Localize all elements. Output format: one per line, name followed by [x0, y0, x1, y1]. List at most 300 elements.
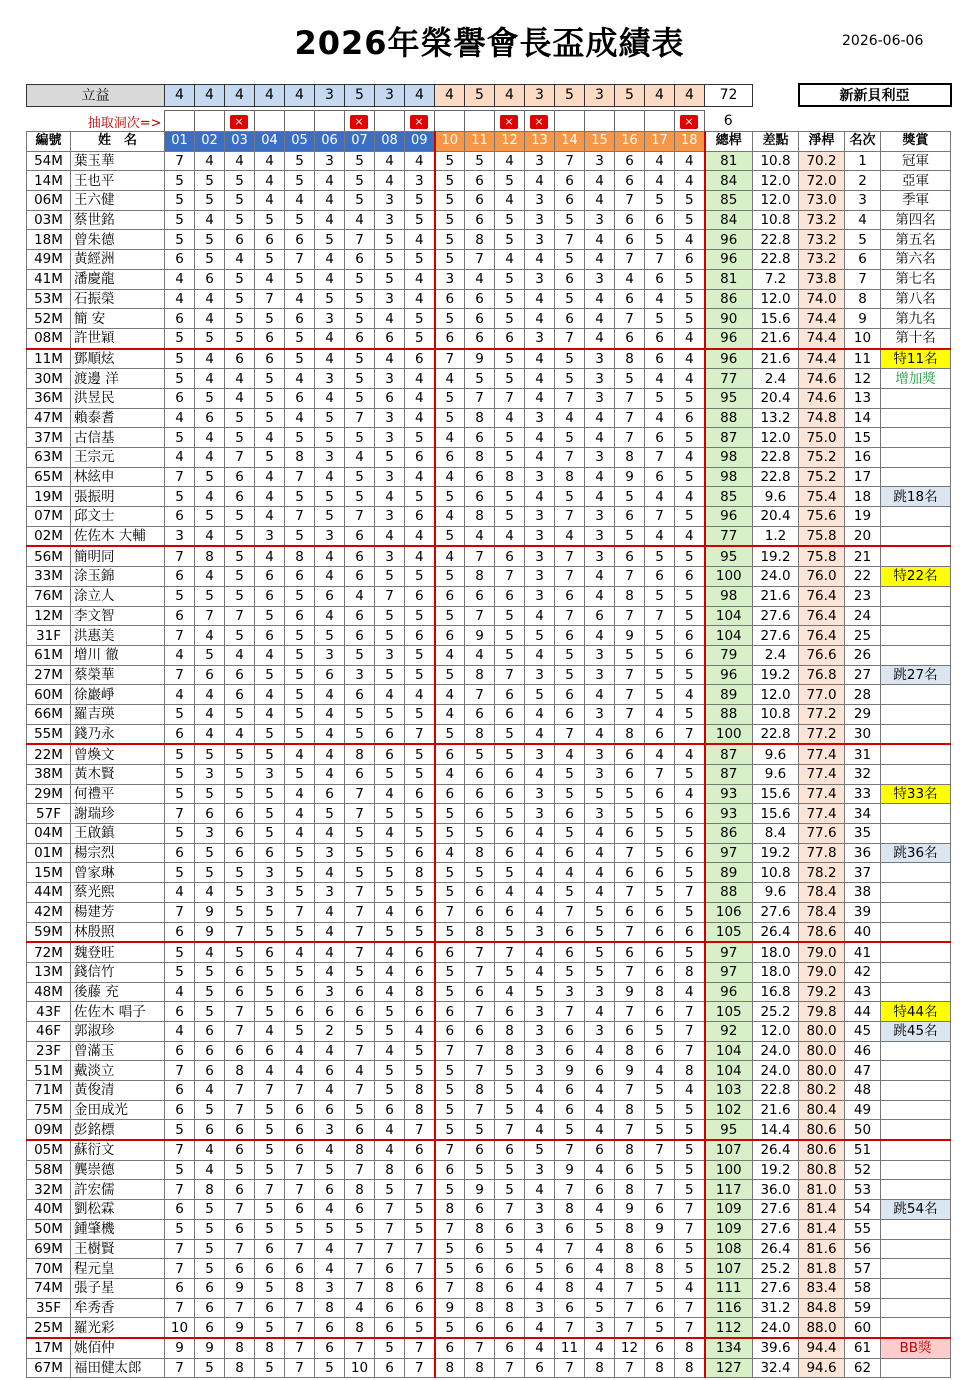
hole-score: 8: [615, 1259, 645, 1279]
hole-score: 6: [645, 428, 675, 448]
hole-score: 7: [495, 388, 525, 408]
hole-score: 6: [615, 1160, 645, 1180]
rank: 20: [845, 526, 881, 546]
hole-score: 6: [555, 804, 585, 824]
hole-score: 4: [225, 369, 255, 389]
rank: 35: [845, 824, 881, 844]
hole-score: 4: [585, 328, 615, 348]
hole-score: 5: [555, 428, 585, 448]
hole-score: 7: [345, 922, 375, 942]
award: [881, 1180, 951, 1200]
award: [881, 1120, 951, 1140]
player-name: 佐佐木 大輔: [71, 526, 165, 546]
hole-score: 4: [585, 626, 615, 646]
hole-score: 5: [315, 507, 345, 527]
par-hole-8: 3: [375, 84, 405, 106]
hole-score: 10: [165, 1318, 195, 1338]
player-id: 59M: [27, 922, 71, 942]
hole-score: 7: [435, 349, 465, 369]
hole-score: 6: [315, 665, 345, 685]
award: [881, 1358, 951, 1378]
table-row: [27, 922, 951, 942]
hole-score: 7: [615, 1298, 645, 1318]
player-name: 葉玉華: [71, 151, 165, 171]
hole-score: 5: [345, 962, 375, 982]
hole-score: 7: [465, 606, 495, 626]
hole-score: 3: [585, 704, 615, 724]
hole-score: 7: [465, 250, 495, 270]
hole-score: 4: [585, 289, 615, 309]
net-score: 78.4: [799, 883, 845, 903]
hole-score: 6: [345, 765, 375, 785]
hole-score: 7: [645, 765, 675, 785]
hole-score: 4: [465, 526, 495, 546]
handicap: 9.6: [753, 487, 799, 507]
hole-score: 8: [495, 467, 525, 487]
hole-score: 4: [315, 388, 345, 408]
hole-score: 6: [675, 843, 705, 863]
handicap: 10.8: [753, 151, 799, 171]
hole-score: 5: [435, 210, 465, 230]
hole-score: 5: [225, 269, 255, 289]
player-id: 61M: [27, 645, 71, 665]
hole-score: 4: [435, 843, 465, 863]
hole-score: 5: [375, 567, 405, 587]
hole-score: 4: [255, 507, 285, 527]
hole-score: 5: [375, 230, 405, 250]
hole-score: 5: [165, 1219, 195, 1239]
spacer: [880, 111, 950, 132]
hole-score: 7: [345, 230, 375, 250]
player-name: 洪昱民: [71, 388, 165, 408]
hole-score: 4: [675, 526, 705, 546]
award: [881, 1140, 951, 1160]
hole-score: 6: [645, 269, 675, 289]
table-row: [27, 408, 951, 428]
hole-score: 3: [315, 645, 345, 665]
hole-score: 5: [615, 645, 645, 665]
hole-score: 6: [315, 586, 345, 606]
hole-score: 4: [525, 1100, 555, 1120]
rank: 4: [845, 210, 881, 230]
hole-score: 6: [255, 942, 285, 962]
hole-score: 5: [195, 863, 225, 883]
hole-score: 7: [165, 902, 195, 922]
hole-score: 8: [615, 1100, 645, 1120]
draw-hole-12: [494, 111, 524, 132]
award: 跳27名: [881, 665, 951, 685]
par-hole-9: 4: [405, 84, 435, 106]
hole-score: 5: [435, 388, 465, 408]
hole-score: 5: [255, 388, 285, 408]
hole-score: 5: [435, 171, 465, 191]
award: [881, 448, 951, 468]
par-hole-10: 4: [435, 84, 465, 106]
player-id: 52M: [27, 309, 71, 329]
table-row: [27, 487, 951, 507]
hole-score: 4: [315, 863, 345, 883]
hole-score: 6: [225, 1041, 255, 1061]
table-row: [27, 1239, 951, 1259]
hole-score: 6: [555, 1100, 585, 1120]
hole-score: 9: [465, 1180, 495, 1200]
net-score: 81.4: [799, 1200, 845, 1220]
hole-score: 5: [585, 1219, 615, 1239]
hole-score: 5: [435, 1239, 465, 1259]
spacer: [752, 111, 798, 132]
hole-score: 6: [345, 606, 375, 626]
hole-score: 8: [405, 1081, 435, 1101]
hole-score: 3: [525, 1021, 555, 1041]
club-name: 新新貝利亞: [799, 84, 951, 106]
hole-score: 4: [375, 526, 405, 546]
par-hole-2: 4: [195, 84, 225, 106]
hole-score: 3: [375, 645, 405, 665]
hole-score: 6: [555, 1021, 585, 1041]
hole-score: 5: [465, 1120, 495, 1140]
hole-score: 6: [405, 962, 435, 982]
hole-score: 4: [525, 1081, 555, 1101]
par-hole-12: 4: [495, 84, 525, 106]
hole-score: 7: [615, 250, 645, 270]
hole-score: 5: [495, 863, 525, 883]
award: [881, 824, 951, 844]
gross-score: 95: [705, 388, 753, 408]
player-name: 蔡世銘: [71, 210, 165, 230]
gross-score: 84: [705, 171, 753, 191]
draw-hole-14: [554, 111, 584, 132]
hole-score: 6: [225, 804, 255, 824]
gross-score: 81: [705, 269, 753, 289]
hole-score: 6: [615, 151, 645, 171]
hole-score: 3: [525, 191, 555, 211]
handicap: 15.6: [753, 309, 799, 329]
hole-score: 8: [495, 1041, 525, 1061]
gross-score: 97: [705, 843, 753, 863]
hole-score: 5: [255, 982, 285, 1002]
hole-score: 7: [675, 1021, 705, 1041]
hole-score: 6: [435, 1002, 465, 1022]
hole-score: 5: [345, 467, 375, 487]
player-name: 王六健: [71, 191, 165, 211]
hole-score: 8: [465, 230, 495, 250]
hole-score: 7: [615, 408, 645, 428]
rank: 24: [845, 606, 881, 626]
table-row: [27, 1100, 951, 1120]
hole-score: 7: [435, 1041, 465, 1061]
hole-score: 5: [225, 309, 255, 329]
hole-score: 4: [375, 1041, 405, 1061]
hole-score: 3: [525, 1002, 555, 1022]
hole-score: 5: [435, 606, 465, 626]
hole-score: 4: [585, 1200, 615, 1220]
hole-score: 4: [195, 1140, 225, 1160]
award: 增加獎: [881, 369, 951, 389]
rank: 49: [845, 1100, 881, 1120]
spacer: [798, 111, 844, 132]
handicap: 12.0: [753, 191, 799, 211]
hole-score: 4: [675, 349, 705, 369]
hole-score: 4: [315, 269, 345, 289]
rank: 41: [845, 942, 881, 962]
hole-score: 3: [525, 269, 555, 289]
hole-score: 8: [675, 1358, 705, 1378]
hole-score: 5: [435, 191, 465, 211]
hole-score: 5: [465, 824, 495, 844]
hole-score: 6: [345, 982, 375, 1002]
table-row: [27, 567, 951, 587]
hole-score: 6: [285, 982, 315, 1002]
drawn-mark-icon: ×: [680, 115, 698, 129]
hole-score: 5: [495, 804, 525, 824]
player-name: 李文智: [71, 606, 165, 626]
award: 第八名: [881, 289, 951, 309]
hole-score: 4: [225, 724, 255, 744]
handicap: 25.2: [753, 1002, 799, 1022]
table-row: [27, 269, 951, 289]
hole-score: 6: [615, 210, 645, 230]
hole-score: 5: [375, 1338, 405, 1358]
player-id: 06M: [27, 191, 71, 211]
gross-score: 77: [705, 369, 753, 389]
gross-score: 104: [705, 1041, 753, 1061]
hole-score: 5: [495, 1160, 525, 1180]
hole-score: 5: [255, 902, 285, 922]
hole-score: 4: [315, 567, 345, 587]
hole-score: 7: [435, 1219, 465, 1239]
net-score: 74.4: [799, 349, 845, 369]
gross-score: 105: [705, 1002, 753, 1022]
handicap: 21.6: [753, 328, 799, 348]
hole-score: 5: [465, 1160, 495, 1180]
hole-score: 5: [285, 626, 315, 646]
hole-score: 8: [495, 1021, 525, 1041]
award: [881, 526, 951, 546]
hole-score: 7: [225, 1239, 255, 1259]
hole-score: 5: [255, 1002, 285, 1022]
hole-score: 8: [345, 1140, 375, 1160]
hole-score: 5: [645, 1160, 675, 1180]
hole-score: 7: [405, 1338, 435, 1358]
hole-score: 8: [465, 665, 495, 685]
hole-score: 4: [195, 626, 225, 646]
hole-score: 5: [345, 724, 375, 744]
hole-score: 5: [645, 309, 675, 329]
hole-score: 9: [555, 1160, 585, 1180]
hole-score: 5: [345, 171, 375, 191]
player-name: 謝瑞珍: [71, 804, 165, 824]
hole-score: 9: [615, 982, 645, 1002]
hole-score: 6: [555, 704, 585, 724]
par-hole-14: 5: [555, 84, 585, 106]
hole-score: 4: [255, 487, 285, 507]
hole-score: 4: [525, 645, 555, 665]
hole-score: 5: [345, 388, 375, 408]
hole-score: 6: [555, 191, 585, 211]
hole-score: 4: [585, 230, 615, 250]
hole-score: 5: [225, 428, 255, 448]
hole-score: 4: [375, 349, 405, 369]
player-name: 曾家琳: [71, 863, 165, 883]
hole-score: 4: [165, 289, 195, 309]
gross-score: 96: [705, 507, 753, 527]
hole-score: 4: [675, 982, 705, 1002]
hole-score: 7: [675, 1318, 705, 1338]
hole-score: 7: [465, 546, 495, 566]
hole-score: 6: [495, 685, 525, 705]
hole-score: 5: [165, 328, 195, 348]
hole-score: 4: [345, 210, 375, 230]
net-score: 81.6: [799, 1239, 845, 1259]
rank: 17: [845, 467, 881, 487]
hole-score: 7: [555, 1318, 585, 1338]
player-name: 鄧順炫: [71, 349, 165, 369]
hole-score: 4: [315, 724, 345, 744]
hole-score: 5: [345, 1021, 375, 1041]
hole-score: 6: [465, 171, 495, 191]
hole-score: 5: [375, 765, 405, 785]
par-hole-15: 3: [585, 84, 615, 106]
hole-score: 4: [375, 784, 405, 804]
player-name: 羅吉瑛: [71, 704, 165, 724]
hole-score: 7: [435, 1140, 465, 1160]
award: [881, 606, 951, 626]
hole-score: 4: [645, 289, 675, 309]
hole-score: 5: [615, 369, 645, 389]
table-row: [27, 546, 951, 566]
header-hole-05: 05: [285, 132, 315, 152]
gross-score: 96: [705, 230, 753, 250]
gross-score: 96: [705, 665, 753, 685]
player-id: 08M: [27, 328, 71, 348]
handicap: 24.0: [753, 1041, 799, 1061]
hole-score: 6: [375, 1100, 405, 1120]
hole-score: 6: [285, 1100, 315, 1120]
hole-score: 5: [375, 448, 405, 468]
hole-score: 4: [285, 369, 315, 389]
hole-score: 4: [195, 428, 225, 448]
net-score: 77.4: [799, 744, 845, 764]
gross-score: 79: [705, 645, 753, 665]
hole-score: 5: [405, 328, 435, 348]
hole-score: 6: [375, 328, 405, 348]
hole-score: 7: [285, 902, 315, 922]
hole-score: 5: [435, 804, 465, 824]
hole-score: 6: [255, 626, 285, 646]
rank: 25: [845, 626, 881, 646]
rank: 32: [845, 765, 881, 785]
handicap: 31.2: [753, 1298, 799, 1318]
hole-score: 6: [225, 665, 255, 685]
hole-score: 4: [195, 883, 225, 903]
hole-score: 4: [525, 349, 555, 369]
hole-score: 4: [585, 685, 615, 705]
net-score: 78.2: [799, 863, 845, 883]
hole-score: 3: [525, 408, 555, 428]
hole-score: 5: [405, 1318, 435, 1338]
hole-score: 5: [285, 704, 315, 724]
hole-score: 3: [525, 151, 555, 171]
header-hole-06: 06: [315, 132, 345, 152]
table-row: [27, 606, 951, 626]
hole-score: 5: [225, 191, 255, 211]
hole-score: 3: [585, 151, 615, 171]
rank: 31: [845, 744, 881, 764]
award: [881, 467, 951, 487]
hole-score: 5: [675, 1239, 705, 1259]
award: [881, 645, 951, 665]
handicap: 22.8: [753, 250, 799, 270]
award: [881, 962, 951, 982]
hole-score: 5: [375, 704, 405, 724]
hole-score: 4: [375, 1140, 405, 1160]
draw-hole-5: [284, 111, 314, 132]
hole-score: 6: [225, 467, 255, 487]
net-score: 80.0: [799, 1021, 845, 1041]
hole-score: 4: [675, 171, 705, 191]
player-name: 王啟鎮: [71, 824, 165, 844]
hole-score: 3: [375, 428, 405, 448]
draw-row: [26, 110, 950, 132]
net-score: 77.2: [799, 724, 845, 744]
player-id: 54M: [27, 151, 71, 171]
hole-score: 5: [285, 922, 315, 942]
hole-score: 6: [495, 586, 525, 606]
hole-score: 5: [435, 922, 465, 942]
hole-score: 6: [345, 1002, 375, 1022]
hole-score: 5: [225, 408, 255, 428]
hole-score: 5: [195, 1239, 225, 1259]
hole-score: 4: [495, 191, 525, 211]
hole-score: 5: [165, 784, 195, 804]
draw-hole-15: [584, 111, 614, 132]
hole-score: 3: [585, 744, 615, 764]
hole-score: 6: [465, 328, 495, 348]
hole-score: 4: [675, 487, 705, 507]
player-id: 47M: [27, 408, 71, 428]
player-id: 31F: [27, 626, 71, 646]
hole-score: 4: [165, 645, 195, 665]
hole-score: 3: [315, 1120, 345, 1140]
hole-score: 5: [585, 784, 615, 804]
hole-score: 5: [675, 467, 705, 487]
hole-score: 3: [315, 1278, 345, 1298]
hole-score: 5: [375, 922, 405, 942]
hole-score: 5: [435, 962, 465, 982]
player-id: 29M: [27, 784, 71, 804]
hole-score: 4: [525, 883, 555, 903]
award: 季軍: [881, 191, 951, 211]
award: [881, 704, 951, 724]
rank: 29: [845, 704, 881, 724]
hole-score: 6: [225, 230, 255, 250]
player-id: 02M: [27, 526, 71, 546]
hole-score: 4: [585, 1081, 615, 1101]
hole-score: 5: [675, 902, 705, 922]
player-id: 49M: [27, 250, 71, 270]
draw-hole-6: [314, 111, 344, 132]
hole-score: 4: [345, 448, 375, 468]
hole-score: 7: [675, 1041, 705, 1061]
hole-score: 6: [405, 349, 435, 369]
gross-score: 109: [705, 1219, 753, 1239]
award: 跳18名: [881, 487, 951, 507]
hole-score: 4: [585, 1259, 615, 1279]
player-name: 王樹賢: [71, 1239, 165, 1259]
hole-score: 7: [165, 1259, 195, 1279]
hole-score: 5: [405, 1219, 435, 1239]
hole-score: 6: [645, 902, 675, 922]
